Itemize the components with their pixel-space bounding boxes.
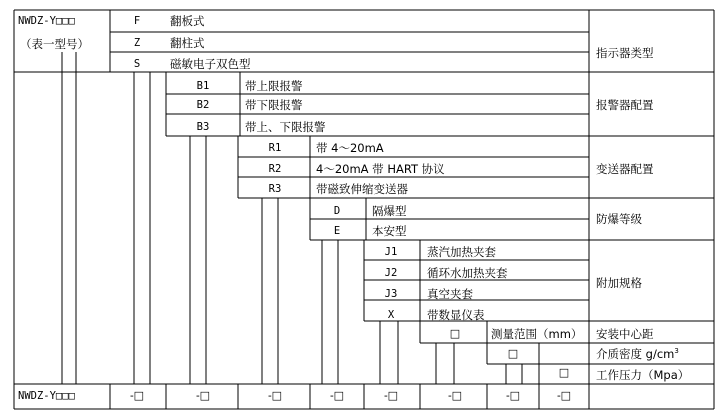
transmitter-config-title: 变送器配置 [596, 162, 654, 176]
transmitter-desc-r2: 4～20mA 带 HART 协议 [316, 162, 445, 176]
density-unit-superscript: 3 [674, 347, 679, 356]
pressure-box: □ [558, 366, 570, 379]
additional-code-j2: J2 [384, 267, 398, 279]
center-distance-label: 安装中心距 [596, 327, 654, 341]
alarm-code-b3: B3 [196, 121, 210, 133]
footer-field-1: -□ [129, 389, 145, 402]
explosion-desc-e: 本安型 [372, 224, 407, 238]
additional-spec-title: 附加规格 [596, 276, 642, 290]
indicator-desc-f: 翻板式 [170, 14, 205, 28]
indicator-desc-z: 翻柱式 [170, 36, 205, 50]
footer-field-7: -□ [505, 389, 521, 402]
model-note: （表一型号） [20, 37, 89, 51]
additional-desc-j3: 真空夹套 [427, 287, 473, 301]
additional-code-j1: J1 [384, 246, 398, 258]
explosion-grade-title: 防爆等级 [596, 212, 642, 226]
indicator-code-f: F [133, 15, 141, 27]
footer-field-6: -□ [447, 389, 463, 402]
alarm-code-b2: B2 [196, 99, 210, 111]
transmitter-code-r1: R1 [268, 142, 282, 154]
transmitter-desc-r3: 带磁致伸缩变送器 [316, 182, 408, 196]
footer-field-5: -□ [383, 389, 399, 402]
indicator-type-title: 指示器类型 [596, 46, 654, 60]
range-box: □ [449, 327, 461, 340]
additional-code-j3: J3 [384, 288, 398, 300]
indicator-code-z: Z [133, 37, 141, 49]
alarm-code-b1: B1 [196, 80, 210, 92]
footer-model-code: NWDZ-Y□□□ [18, 390, 75, 402]
additional-desc-x: 带数显仪表 [427, 308, 485, 322]
additional-desc-j2: 循环水加热夹套 [427, 266, 508, 280]
transmitter-code-r2: R2 [268, 163, 282, 175]
transmitter-code-r3: R3 [268, 183, 282, 195]
density-label: 介质密度 $g/cm^3$ [596, 347, 679, 361]
footer-field-8: -□ [556, 389, 572, 402]
range-label: 测量范围（mm） [491, 327, 583, 341]
additional-desc-j1: 蒸汽加热夹套 [427, 245, 496, 259]
alarm-desc-b1: 带上限报警 [245, 79, 303, 93]
explosion-desc-d: 隔爆型 [372, 204, 407, 218]
explosion-code-e: E [333, 225, 341, 237]
alarm-desc-b3: 带上、下限报警 [245, 120, 326, 134]
model-code: NWDZ-Y□□□ [18, 15, 75, 27]
footer-field-2: -□ [195, 389, 211, 402]
footer-field-3: -□ [267, 389, 283, 402]
density-box: □ [507, 347, 519, 360]
footer-field-4: -□ [329, 389, 345, 402]
explosion-code-d: D [333, 205, 341, 217]
indicator-code-s: S [133, 58, 141, 70]
alarm-desc-b2: 带下限报警 [245, 98, 303, 112]
additional-code-x: X [387, 309, 395, 321]
alarm-config-title: 报警器配置 [596, 98, 654, 112]
pressure-label: 工作压力（Mpa） [596, 368, 690, 382]
transmitter-desc-r1: 带 4～20mA [316, 141, 384, 155]
indicator-desc-s: 磁敏电子双色型 [170, 57, 251, 71]
